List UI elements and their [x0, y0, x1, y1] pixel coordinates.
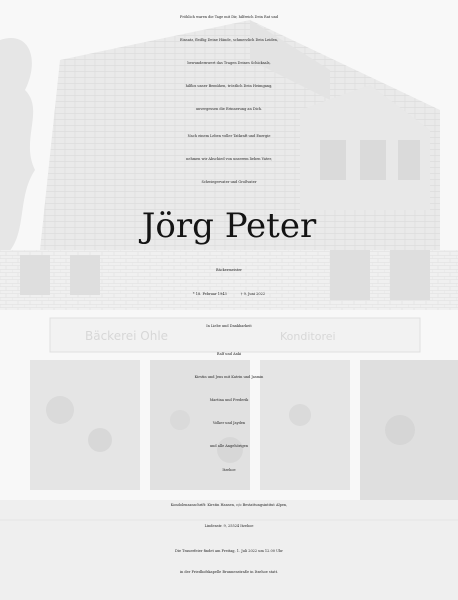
poem-line: bewundernwert das Tragen Deines Schicksals,	[187, 61, 271, 65]
poem-line: hilflos unser Bemühen, tröstlich Dein Heimgang,	[185, 84, 273, 88]
funeral-info: in der Friedhofskapelle Brunnenstraße in Itzehoe statt.	[179, 570, 279, 574]
birth-date: * 18. Februar 1943	[192, 292, 227, 296]
intro-line: Schwiegervater und Großvater	[201, 180, 257, 184]
deceased-name: Jörg Peter	[141, 206, 317, 246]
deceased-profession: Bäckermeister	[216, 268, 242, 272]
mourners-place: Itzehoe	[222, 468, 236, 472]
mourner-line: und alle Angehörigen	[209, 444, 249, 448]
shop-sign-2-text: Konditorei	[280, 330, 336, 343]
death-date: † 9. Juni 2022	[240, 292, 266, 296]
life-dates	[0, 285, 458, 303]
mourner-line: Ralf und Anki	[216, 352, 242, 356]
funeral-info: Die Trauerfeier findet am Freitag, 1. Juli 2022 um 12.00 Uhr	[175, 549, 283, 553]
mourner-line: Volker und Jayden	[212, 421, 246, 425]
condolence-address: Lindenstr. 9, 25524 Itzehoe	[204, 524, 254, 528]
condolence-address: Kondolenzanschrift: Kirstin Hansen, c/o Bestattungsintitut Alpen,	[170, 503, 288, 507]
poem-line: Einsatz, fleißig Deine Hände, schmerzlich Dein Leiden,	[179, 38, 279, 42]
poem-line: Fröhlich waren die Tage mit Dir, hilfreich Dein Rat und	[179, 15, 279, 19]
intro-line: nehmen wir Abschied von unserem lieben Vater,	[186, 157, 272, 161]
mourner-line: Martina und Frederik	[209, 398, 249, 402]
intro-line: Nach einem Leben voller Tatkraft und Energie	[187, 134, 271, 138]
shop-sign-text: Bäckerei Ohle	[85, 329, 169, 343]
poem-line: unvergessen die Erinnerung an Dich.	[195, 107, 263, 111]
mourner-line: Kirstin und Jens mit Katrin und Jasmin	[194, 375, 264, 379]
mourners-heading: In Liebe und Dankbarkeit	[206, 324, 252, 328]
